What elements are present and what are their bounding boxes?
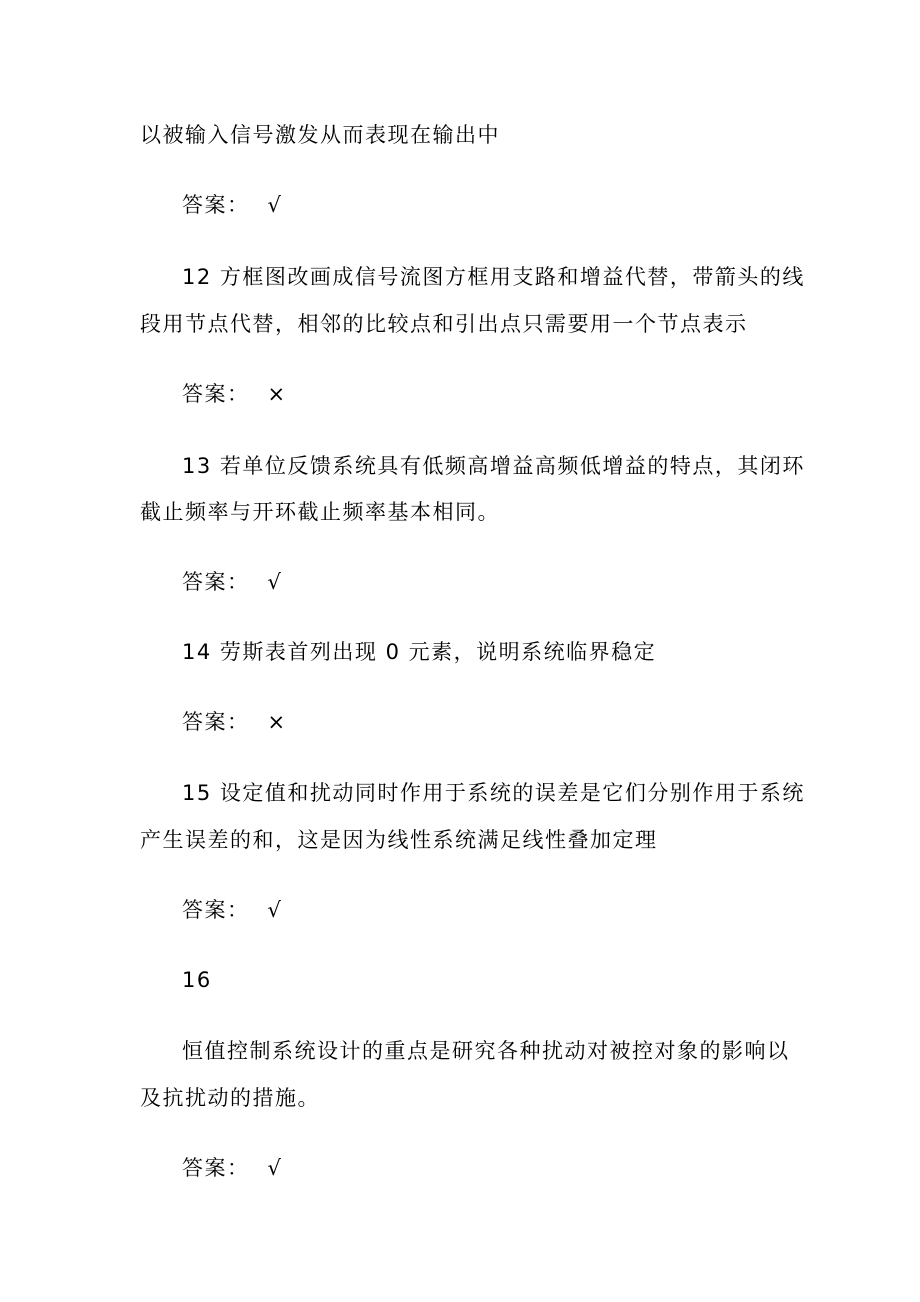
question-text-line: 13 若单位反馈系统具有低频高增益高频低增益的特点，其闭环 xyxy=(182,454,805,478)
question-text-line: 产生误差的和，这是因为线性系统满足线性叠加定理 xyxy=(140,828,658,852)
question-number: 16 xyxy=(182,968,212,992)
answer-line xyxy=(182,190,282,220)
answer-line xyxy=(182,707,287,737)
answer-label: 答案： xyxy=(182,193,250,217)
question-text-line: 15 设定值和扰动同时作用于系统的误差是它们分别作用于系统 xyxy=(182,781,805,805)
question-text-line: 14 劳斯表首列出现 0 元素，说明系统临界稳定 xyxy=(182,640,657,664)
answer-mark: √ xyxy=(267,570,283,594)
question-text-line: 12 方框图改画成信号流图方框用支路和增益代替，带箭头的线 xyxy=(182,265,805,289)
answer-label: 答案： xyxy=(182,382,250,406)
question-text-line: 及抗扰动的措施。 xyxy=(140,1086,320,1110)
question-text-line: 段用节点代替，相邻的比较点和引出点只需要用一个节点表示 xyxy=(140,312,748,336)
answer-line xyxy=(182,895,282,925)
answer-label: 答案： xyxy=(182,1156,250,1180)
answer-mark: √ xyxy=(267,1156,283,1180)
answer-mark: √ xyxy=(267,898,283,922)
answer-label: 答案： xyxy=(182,898,250,922)
answer-mark: × xyxy=(267,382,287,406)
answer-line xyxy=(182,567,282,597)
question-text-line: 截止频率与开环截止频率基本相同。 xyxy=(140,500,500,524)
answer-line xyxy=(182,379,287,409)
answer-mark: √ xyxy=(267,193,283,217)
answer-label: 答案： xyxy=(182,710,250,734)
answer-label: 答案： xyxy=(182,570,250,594)
answer-line xyxy=(182,1153,282,1183)
question-text-line: 恒值控制系统设计的重点是研究各种扰动对被控对象的影响以 xyxy=(182,1039,790,1063)
answer-mark: × xyxy=(267,710,287,734)
question-text-line: 以被输入信号激发从而表现在输出中 xyxy=(140,123,500,147)
